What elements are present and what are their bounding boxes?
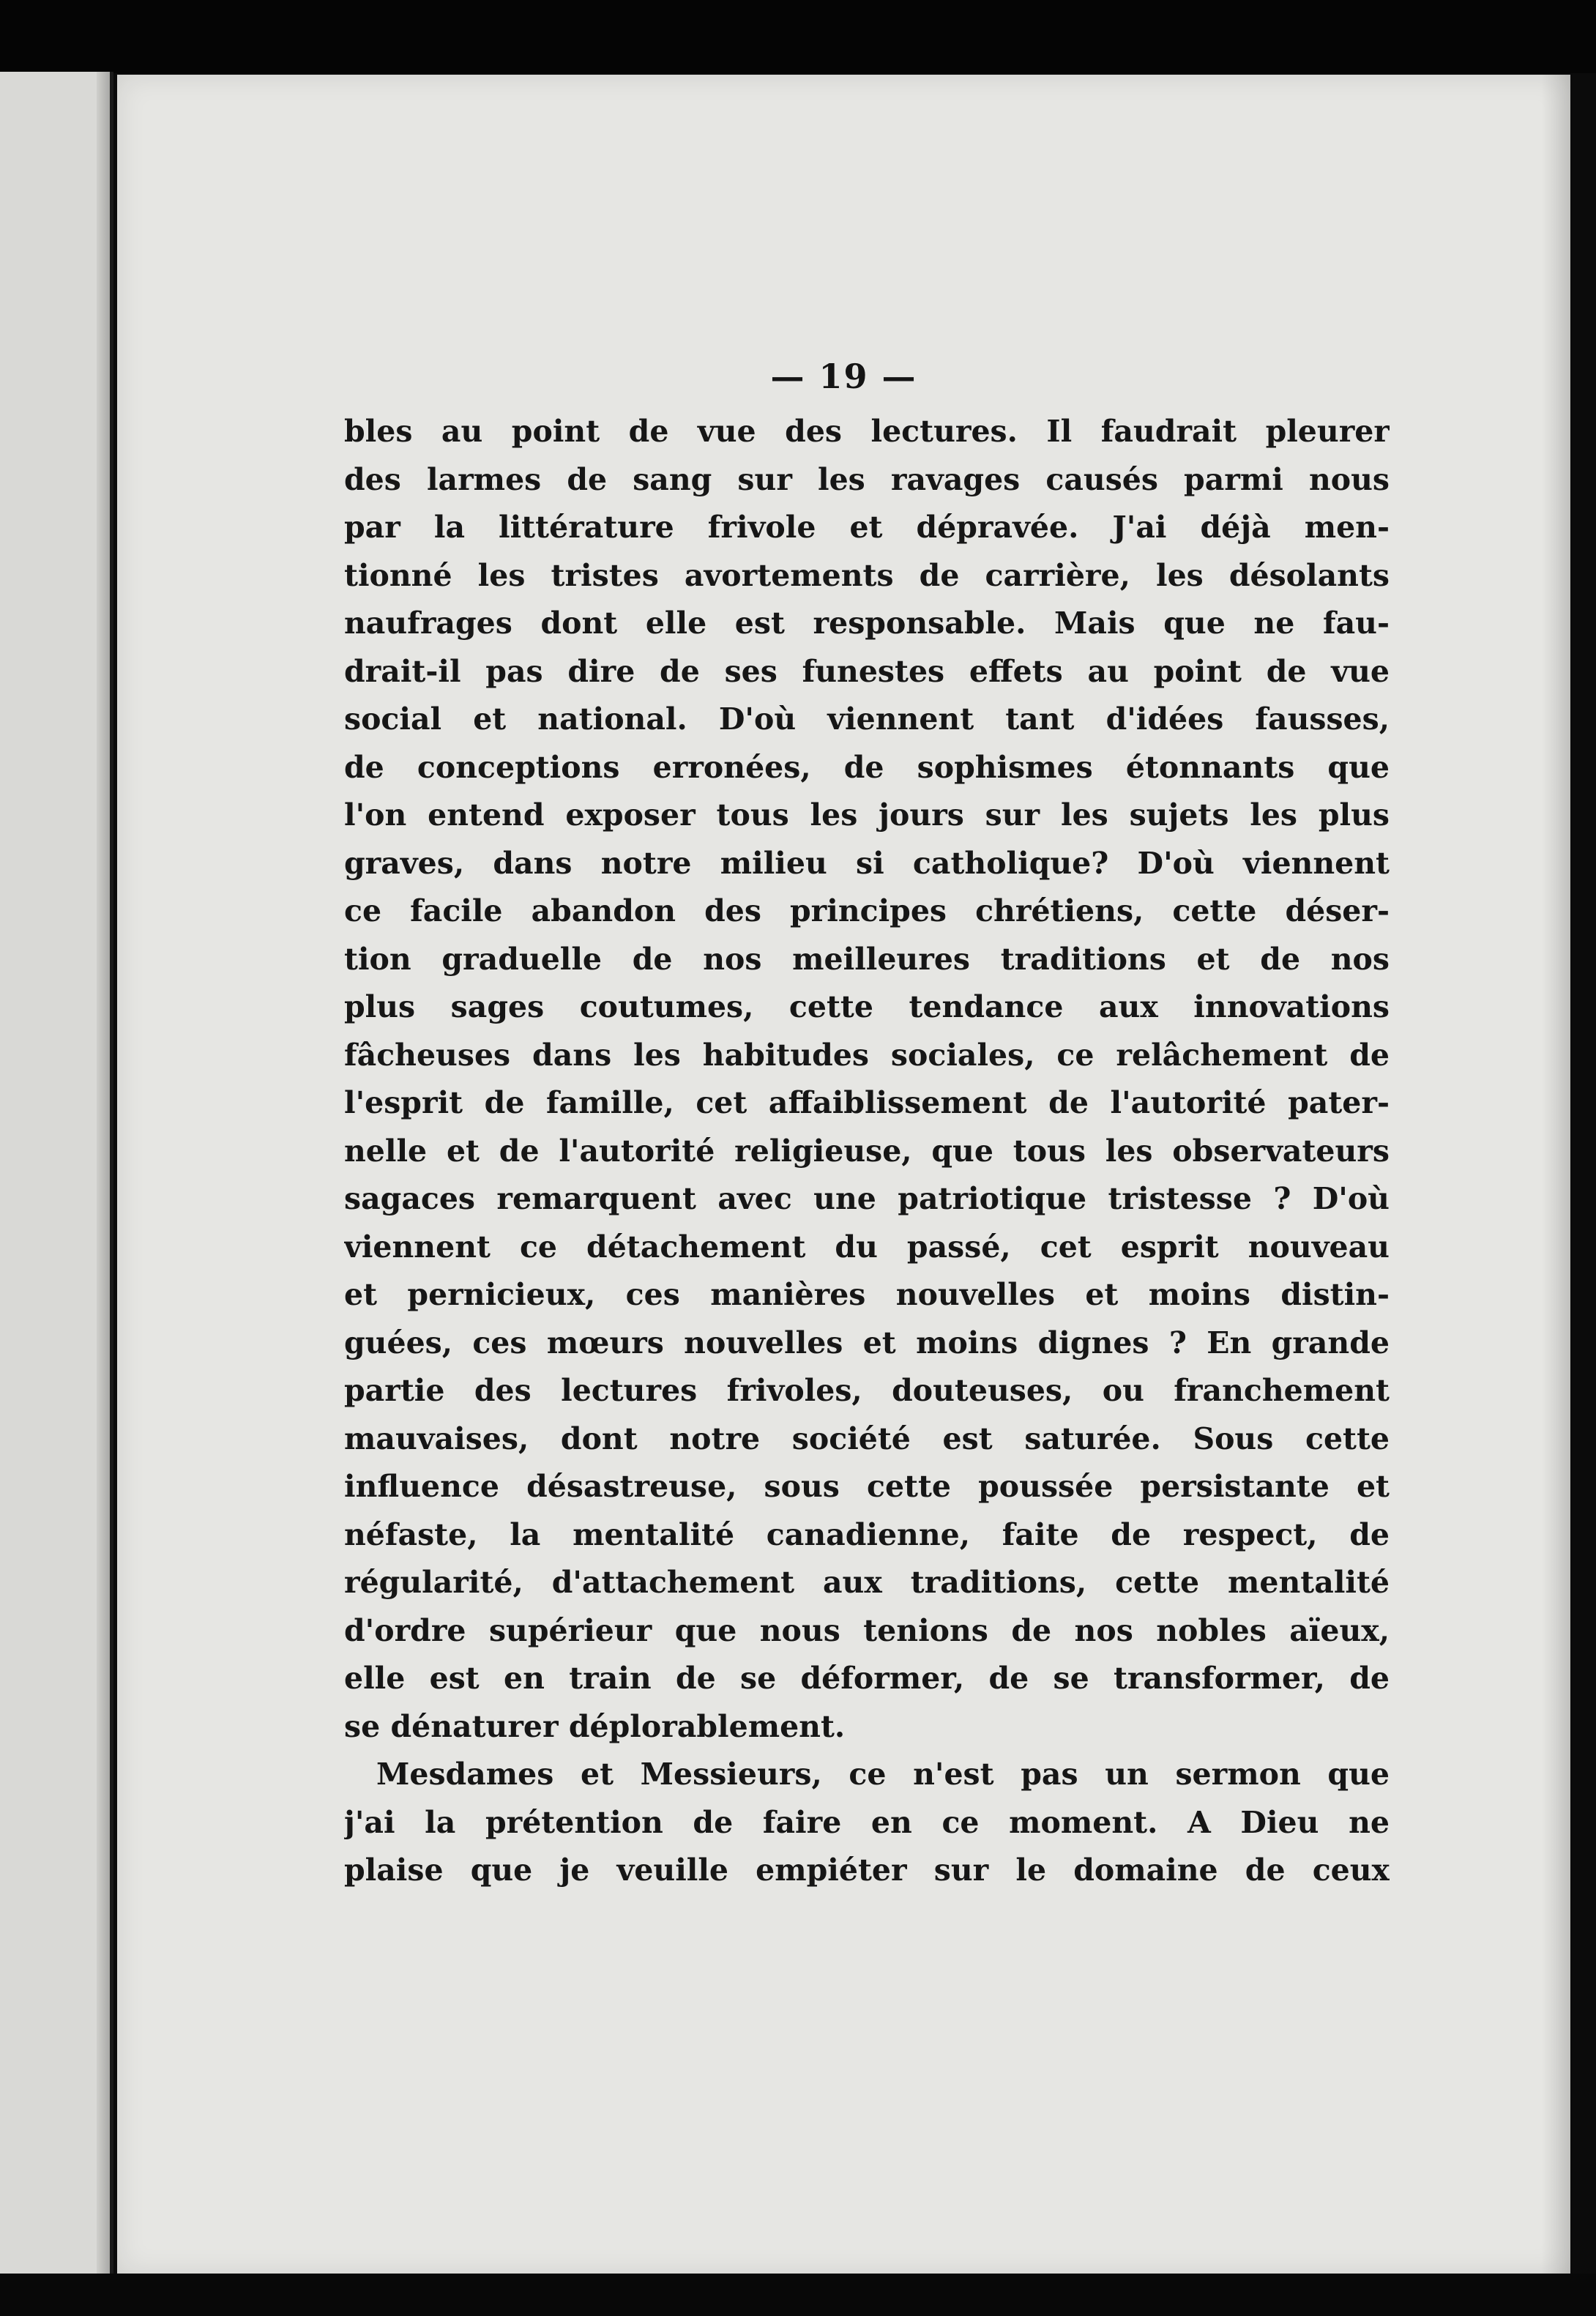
text-line: graves, dans notre milieu si catholique? D'où viennent: [344, 845, 1390, 881]
text-line: Mesdames et Messieurs, ce n'est pas un sermon que: [376, 1757, 1390, 1792]
text-line: tionné les tristes avortements de carrière, les désolants: [344, 557, 1390, 593]
text-line: néfaste, la mentalité canadienne, faite de respect, de: [344, 1516, 1390, 1552]
text-line: naufrages dont elle est responsable. Mais que ne fau-: [344, 606, 1390, 641]
text-line: plaise que je veuille empiéter sur le domaine de ceux: [344, 1853, 1390, 1888]
text-line: mauvaises, dont notre société est saturée. Sous cette: [344, 1420, 1390, 1456]
text-line: de conceptions erronées, de sophismes étonnants que: [344, 749, 1390, 785]
text-line: tion graduelle de nos meilleures traditions et de nos: [344, 941, 1390, 977]
scan-top-border: [0, 0, 1596, 73]
paragraph-2: [344, 1751, 1390, 1895]
text-line: viennent ce détachement du passé, cet esprit nouveau: [344, 1229, 1390, 1265]
text-line: influence désastreuse, sous cette poussée persistante et: [344, 1469, 1390, 1504]
scan-bottom-border: [0, 2274, 1596, 2316]
text-line: et pernicieux, ces manières nouvelles et moins distin-: [344, 1277, 1390, 1312]
text-line: partie des lectures frivoles, douteuses, ou franchement: [344, 1373, 1390, 1408]
body-text: [344, 408, 1390, 1895]
text-line: sagaces remarquent avec une patriotique tristesse ? D'où: [344, 1181, 1390, 1216]
text-line: fâcheuses dans les habitudes sociales, ce relâchement de: [344, 1037, 1390, 1073]
text-line: j'ai la prétention de faire en ce moment. A Dieu ne: [344, 1804, 1390, 1840]
text-line: d'ordre supérieur que nous tenions de nos nobles aïeux,: [344, 1612, 1390, 1648]
text-line: par la littérature frivole et dépravée. J'ai déjà men-: [344, 510, 1390, 545]
text-line: l'on entend exposer tous les jours sur les sujets les plus: [344, 797, 1390, 833]
text-line: se dénaturer déplorablement.: [344, 1708, 846, 1744]
book-page: [117, 75, 1570, 2275]
page-edge-shadow: [1541, 75, 1570, 2275]
text-line: bles au point de vue des lectures. Il faudrait pleurer: [344, 414, 1390, 449]
text-line: guées, ces mœurs nouvelles et moins dignes ? En grande: [344, 1325, 1390, 1360]
paragraph-1: [344, 408, 1390, 1751]
text-line: drait-il pas dire de ses funestes effets au point de vue: [344, 653, 1390, 689]
text-line: elle est en train de se déformer, de se transformer, de: [344, 1661, 1390, 1696]
text-line: régularité, d'attachement aux traditions, cette mentalité: [344, 1565, 1390, 1600]
page-number: — 19 —: [770, 357, 917, 396]
text-line: plus sages coutumes, cette tendance aux innovations: [344, 989, 1390, 1024]
text-line: des larmes de sang sur les ravages causés parmi nous: [344, 461, 1390, 497]
text-line: ce facile abandon des principes chrétiens, cette déser-: [344, 893, 1390, 928]
previous-page-edge: [0, 72, 113, 2276]
text-line: l'esprit de famille, cet affaiblissement de l'autorité pater-: [344, 1085, 1390, 1120]
page-gutter-shadow: [97, 72, 110, 2276]
text-line: nelle et de l'autorité religieuse, que tous les observateurs: [344, 1133, 1390, 1169]
text-line: social et national. D'où viennent tant d'idées fausses,: [344, 701, 1390, 737]
